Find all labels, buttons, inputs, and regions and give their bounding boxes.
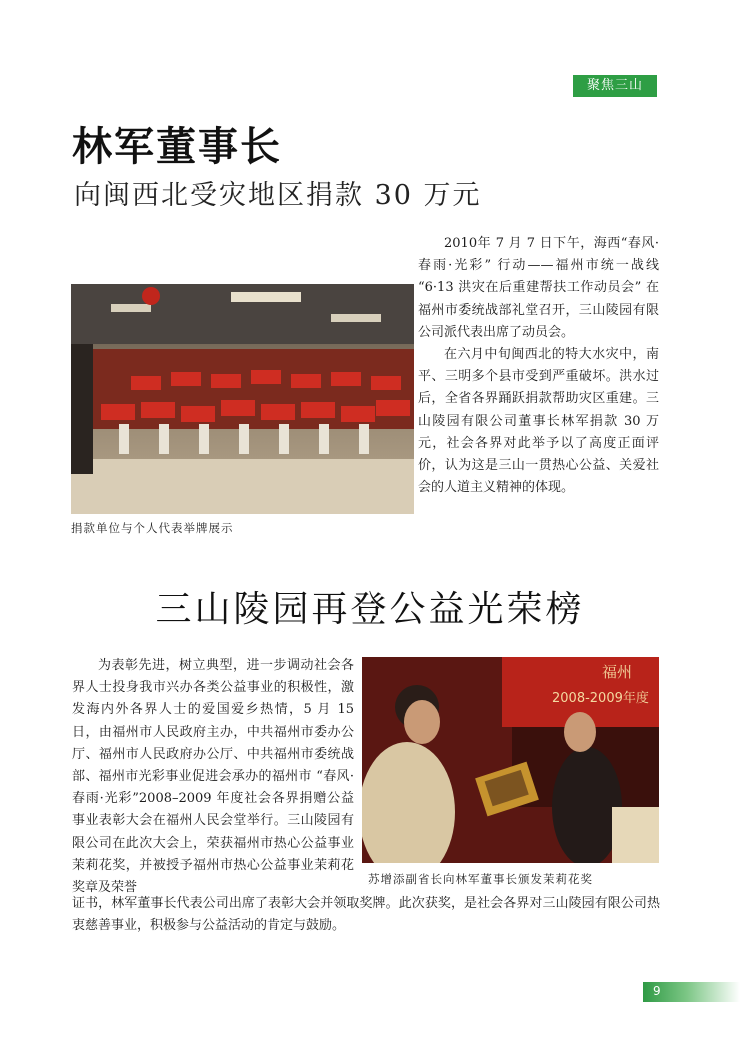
banner-text: 福州 — [602, 663, 633, 681]
article-subtitle: 向闽西北受灾地区捐款 30 万元 — [74, 180, 482, 211]
article-title: 林军董事长 — [72, 123, 282, 170]
article-paragraph: 证书，林军董事长代表公司出席了表彰大会并领取奖牌。此次获奖，是社会各界对三山陵园有限公司热衷慈善事业，积极参与公益活动的肯定与鼓励。 — [72, 896, 660, 934]
article-body — [418, 233, 659, 499]
page-number: 9 — [653, 984, 661, 998]
article-paragraph: 在六月中旬闽西北的特大水灾中，南平、三明多个县市受到严重破坏。洪水过后，全省各界踊跃捐款帮助灾区重建。三山陵园有限公司董事长林军捐款 30 万元，社会各界对此举予以了高度正面评价，认为这是三山一贯热心公益、关爱社会的人道主义精神的体现。 — [418, 347, 659, 496]
photo-caption: 捐款单位与个人代表举牌展示 — [71, 521, 234, 535]
article-body — [72, 655, 354, 899]
article-body-continued — [72, 893, 660, 937]
photo-caption: 苏增添副省长向林军董事长颁发茉莉花奖 — [368, 872, 593, 886]
article-paragraph: 2010年 7 月 7 日下午，海西“春风·春雨·光彩” 行动——福州市统一战线 “6·13 洪灾在后重建帮扶工作动员会” 在福州市委统战部礼堂召开，三山陵园有限公司派代表出席了动员会。 — [418, 236, 659, 340]
donation-ceremony-photo — [71, 284, 414, 514]
article-title: 三山陵园再登公益光荣榜 — [155, 589, 585, 630]
article-paragraph: 为表彰先进，树立典型，进一步调动社会各界人士投身我市兴办各类公益事业的积极性，激发海内外各界人士的爱国爱乡热情，5 月 15 日，由福州市人民政府主办，中共福州市委办公厅、福州市人民政府办公厅、中共福州市委统战部、福州市光彩事业促进会承办的福州市 “春风·春雨·光彩”2008–2009 年度社会各界捐赠公益事业表彰大会在福州人民会堂举行。三山陵园有限公司在此次大会上，荣获福州市热心公益事业茉莉花奖，并被授予福州市热心公益事业茉莉花奖章及荣誉 — [72, 658, 354, 896]
section-tag: 聚焦三山 — [573, 75, 657, 97]
award-ceremony-photo — [362, 657, 659, 863]
banner-years: 2008-2009年度 — [552, 691, 649, 706]
